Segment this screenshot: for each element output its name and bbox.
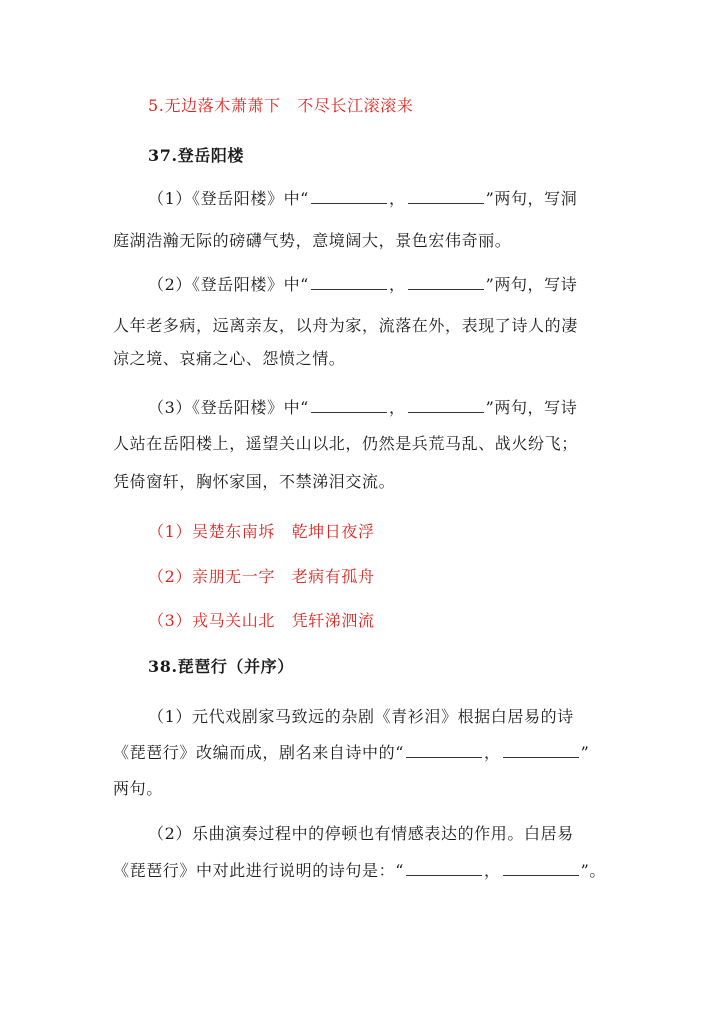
question-2-line-2: 人年老多病，远离亲友，以舟为家，流落在外，表现了诗人的凄 bbox=[113, 316, 578, 335]
question-2-prefix: （2）《登岳阳楼》中“ bbox=[148, 275, 309, 294]
answer-line-1: （1）吴楚东南坼 乾坤日夜浮 bbox=[148, 522, 375, 541]
question-5-prefix: 《琵琶行》中对此进行说明的诗句是：“ bbox=[113, 861, 404, 880]
answer-blank[interactable] bbox=[503, 861, 579, 876]
question-5-line-2 bbox=[113, 860, 606, 882]
question-1-line-1 bbox=[148, 188, 577, 210]
answer-blank[interactable] bbox=[311, 275, 387, 290]
question-2-line-1 bbox=[148, 274, 577, 296]
answer-blank[interactable] bbox=[406, 861, 482, 876]
answer-blank[interactable] bbox=[408, 275, 484, 290]
answer-blank[interactable] bbox=[503, 743, 579, 758]
section-heading-37: 37.登岳阳楼 bbox=[148, 146, 245, 165]
comma: ， bbox=[483, 743, 501, 762]
question-1-line-2: 庭湖浩瀚无际的磅礴气势，意境阔大，景色宏伟奇丽。 bbox=[113, 231, 512, 250]
answer-blank[interactable] bbox=[408, 189, 484, 204]
answer-line-5: 5.无边落木萧萧下 不尽长江滚滚来 bbox=[148, 96, 414, 115]
question-4-line-3: 两句。 bbox=[113, 779, 163, 798]
question-3-suffix: ”两句，写诗 bbox=[485, 398, 578, 417]
question-1-suffix: ”两句，写洞 bbox=[485, 189, 578, 208]
question-3-line-3: 凭倚窗轩，胸怀家国，不禁涕泪交流。 bbox=[113, 472, 396, 491]
question-5-suffix: ”。 bbox=[580, 861, 606, 880]
question-1-prefix: （1）《登岳阳楼》中“ bbox=[148, 189, 309, 208]
question-4-line-2 bbox=[113, 742, 589, 764]
comma: ， bbox=[388, 275, 406, 294]
question-3-line-1 bbox=[148, 397, 577, 419]
question-3-prefix: （3）《登岳阳楼》中“ bbox=[148, 398, 309, 417]
answer-blank[interactable] bbox=[311, 398, 387, 413]
question-4-line-1: （1）元代戏剧家马致远的杂剧《青衫泪》根据白居易的诗 bbox=[148, 707, 574, 726]
answer-blank[interactable] bbox=[408, 398, 484, 413]
comma: ， bbox=[388, 189, 406, 208]
section-heading-38: 38.琵琶行（并序） bbox=[148, 657, 294, 676]
question-2-line-3: 凉之境、哀痛之心、怨愤之情。 bbox=[113, 349, 346, 368]
answer-blank[interactable] bbox=[406, 743, 482, 758]
question-2-suffix: ”两句，写诗 bbox=[485, 275, 578, 294]
question-4-prefix: 《琵琶行》改编而成，剧名来自诗中的“ bbox=[113, 743, 404, 762]
answer-line-3: （3）戎马关山北 凭轩涕泗流 bbox=[148, 611, 375, 630]
answer-line-2: （2）亲朋无一字 老病有孤舟 bbox=[148, 567, 375, 586]
answer-blank[interactable] bbox=[311, 189, 387, 204]
question-3-line-2: 人站在岳阳楼上，遥望关山以北，仍然是兵荒马乱、战火纷飞； bbox=[113, 434, 578, 453]
closing-quote: ” bbox=[580, 743, 590, 762]
comma: ， bbox=[388, 398, 406, 417]
comma: ， bbox=[483, 861, 501, 880]
question-5-line-1: （2）乐曲演奏过程中的停顿也有情感表达的作用。白居易 bbox=[148, 824, 574, 843]
